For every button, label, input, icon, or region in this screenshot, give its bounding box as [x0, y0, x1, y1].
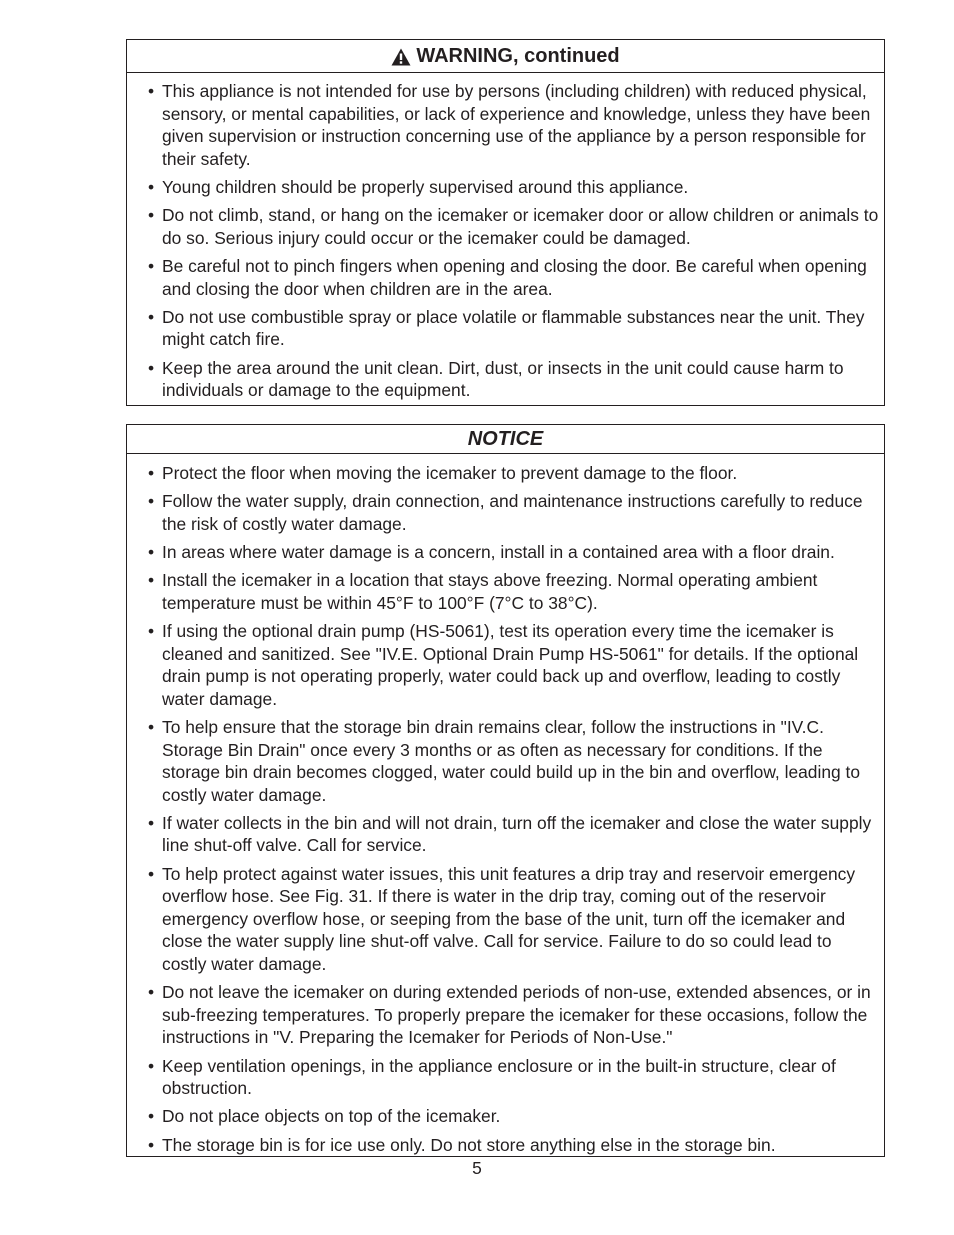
list-item: [127, 981, 884, 1049]
bullet-icon: •: [148, 255, 155, 276]
bullet-icon: •: [148, 620, 155, 641]
list-item-text: Keep ventilation openings, in the appliance enclosure or in the built-in structure, clear of obstruction.: [162, 1055, 836, 1099]
bullet-icon: •: [148, 570, 155, 591]
list-item: [127, 1105, 884, 1128]
bullet-icon: •: [148, 1106, 155, 1127]
bullet-icon: •: [148, 812, 155, 833]
bullet-icon: •: [148, 306, 155, 327]
list-item: [127, 462, 884, 485]
notice-header: [127, 425, 884, 454]
list-item: [127, 176, 884, 199]
list-item-text: Keep the area around the unit clean. Dirt, dust, or insects in the unit could cause harm to individuals or damage to the equipment.: [162, 357, 844, 401]
list-item-text: Do not climb, stand, or hang on the icemaker or icemaker door or allow children or animals to do so. Serious injury could occur or the icemaker could be damaged.: [162, 205, 879, 248]
list-item-text: Be careful not to pinch fingers when opening and closing the door. Be careful when opening and closing the door when children are in the area.: [162, 255, 867, 299]
list-item: [127, 255, 884, 300]
list-item-text: To help protect against water issues, this unit features a drip tray and reservoir emergency overflow hose. See Fig. 31. If there is water in the drip tray, coming out of the reservoir emergency overflow hose, or seeping from the base of the unit, turn off the icemaker and close the water supply line shut-off valve. Call for service. Failure to do so could lead to costly water damage.: [162, 863, 856, 975]
notice-title: NOTICE: [467, 427, 544, 450]
list-item-text: Protect the floor when moving the icemaker to prevent damage to the floor.: [162, 463, 738, 483]
list-item-text: Follow the water supply, drain connection, and maintenance instructions carefully to reduce the risk of costly water damage.: [162, 491, 863, 534]
list-item-text: Young children should be properly supervised around this appliance.: [162, 176, 689, 197]
list-item: [127, 204, 884, 249]
list-item: [127, 569, 884, 614]
list-item-text: Do not leave the icemaker on during extended periods of non-use, extended absences, or in sub-freezing temperatures. To properly prepare the icemaker for these occasions, follow the instructions in "V. Preparing the Icemaker for Periods of Non-Use.": [162, 982, 871, 1048]
list-item-text: If using the optional drain pump (HS-5061), test its operation every time the icemaker is cleaned and sanitized. See "IV.E. Optional Drain Pump HS-5061" for details. If the optional drain pump is not operating properly, water could back up and overflow, leading to costly water damage.: [162, 620, 859, 709]
list-item-text: This appliance is not intended for use by persons (including children) with reduced physical, sensory, or mental capabilities, or lack of experience and knowledge, unless they have been given supervision or instruction concerning use of the appliance by a person responsible for their safety.: [162, 81, 871, 169]
list-item: [127, 620, 884, 710]
list-item-text: Do not place objects on top of the icemaker.: [162, 1106, 501, 1127]
list-item: [127, 863, 884, 976]
warning-header: [127, 40, 884, 73]
bullet-icon: •: [148, 982, 155, 1003]
list-item-text: To help ensure that the storage bin drain remains clear, follow the instructions in "IV.C. Storage Bin Drain" once every 3 months or as often as necessary for conditions. If the storage bin drain becomes clogged, water could build up in the bin and overflow, leading to costly water damage.: [162, 716, 861, 805]
bullet-icon: •: [148, 491, 155, 512]
notice-box: [126, 424, 885, 1157]
bullet-icon: •: [148, 716, 155, 737]
list-item: [127, 80, 884, 170]
warning-box: [126, 39, 885, 406]
list-item-text: Do not use combustible spray or place volatile or flammable substances near the unit. They might catch fire.: [162, 306, 865, 350]
list-item-text: The storage bin is for ice use only. Do not store anything else in the storage bin.: [162, 1134, 776, 1155]
notice-list: [127, 454, 884, 1156]
bullet-icon: •: [148, 1055, 155, 1076]
page-number: 5: [472, 1158, 482, 1178]
bullet-icon: •: [148, 357, 155, 378]
list-item: [127, 1055, 884, 1100]
bullet-icon: •: [148, 1134, 155, 1155]
bullet-icon: •: [148, 205, 155, 226]
warning-title: WARNING, continued: [416, 44, 620, 67]
bullet-icon: •: [148, 176, 155, 197]
list-item: [127, 357, 884, 402]
list-item: [127, 1134, 884, 1157]
list-item-text: If water collects in the bin and will not drain, turn off the icemaker and close the water supply line shut-off valve. Call for service.: [162, 812, 872, 856]
bullet-icon: •: [148, 541, 155, 562]
bullet-icon: •: [148, 463, 155, 483]
list-item: [127, 306, 884, 351]
bullet-icon: •: [148, 863, 155, 884]
list-item: [127, 541, 884, 564]
warning-list: [127, 73, 884, 402]
list-item: [127, 812, 884, 857]
list-item-text: In areas where water damage is a concern, install in a contained area with a floor drain.: [162, 541, 835, 562]
list-item: [127, 490, 884, 535]
list-item-text: Install the icemaker in a location that stays above freezing. Normal operating ambient temperature must be within 45°F to 100°F (7°C to 38°C).: [162, 570, 818, 613]
warning-triangle-icon: [391, 48, 411, 66]
list-item: [127, 716, 884, 806]
bullet-icon: •: [148, 81, 155, 101]
